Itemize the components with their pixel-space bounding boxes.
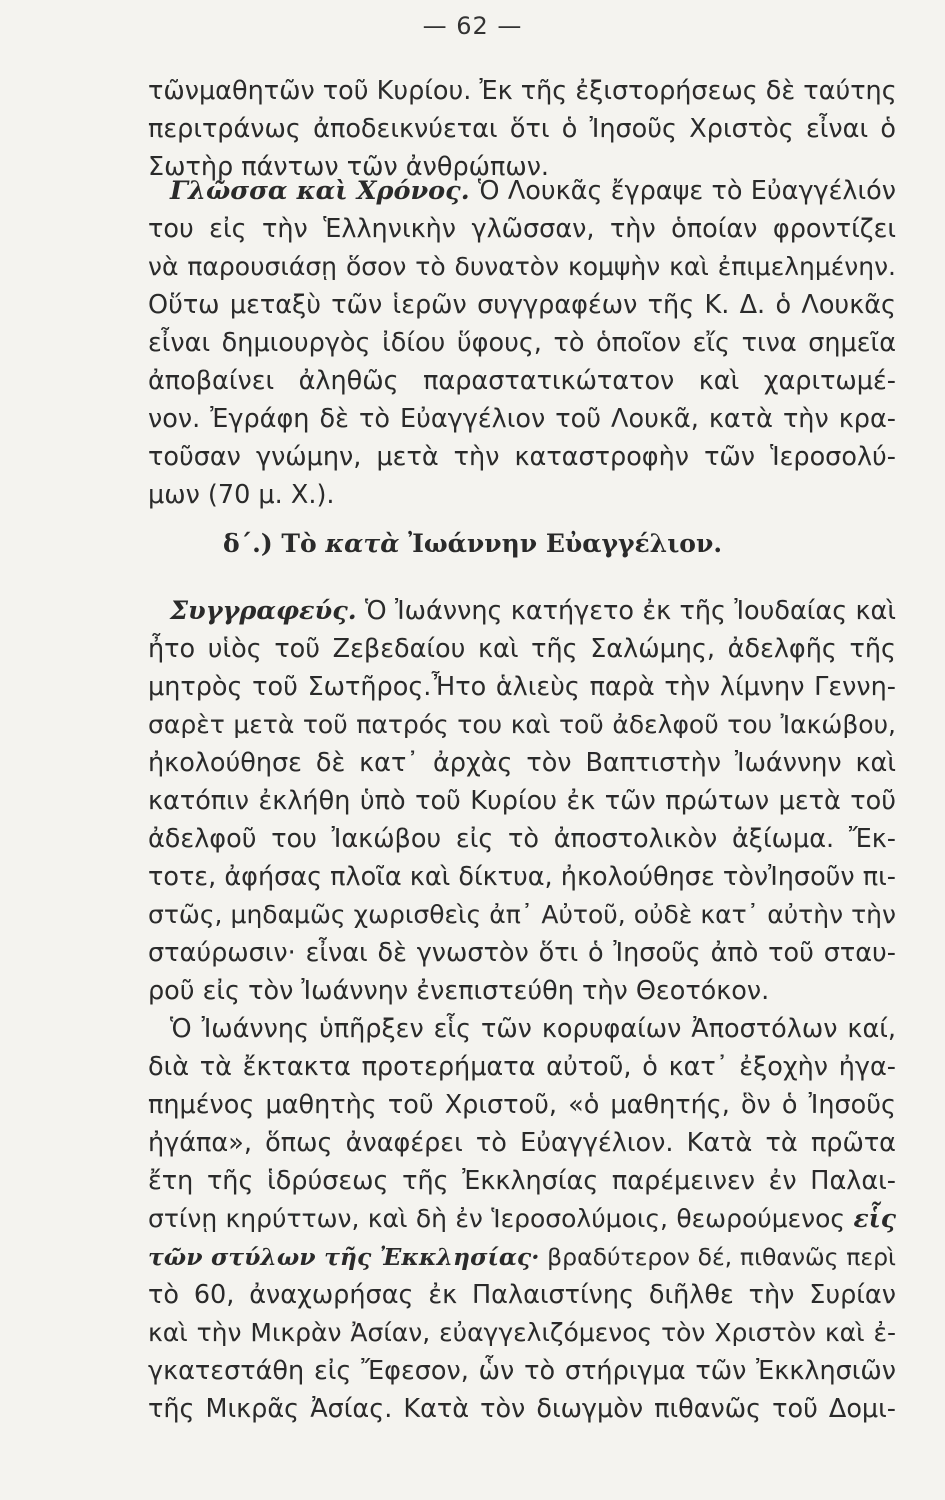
text-line: σταύρωσιν· εἶναι δὲ γνωστὸν ὅτι ὁ Ἰησοῦς ἀπὸ τοῦ σταυ- <box>148 938 896 968</box>
text-line: κατόπιν ἐκλήθη ὑπὸ τοῦ Κυρίου ἐκ τῶν πρώτων μετὰ τοῦ <box>148 786 896 816</box>
text-line: Ὁ Ἰωάννης ὑπῆρξεν εἷς τῶν κορυφαίων Ἀποστόλων καί, <box>170 1014 896 1044</box>
text-line: ἔτη τῆς ἱδρύσεως τῆς Ἐκκλησίας παρέμεινεν ἐν Παλαι- <box>148 1166 896 1196</box>
text-line: τῶνμαθητῶν τοῦ Κυρίου. Ἐκ τῆς ἐξιστορήσεως δὲ ταύτης <box>148 76 897 106</box>
emphasis-text: τῶν στύλων τῆς Ἐκκλησίας· <box>148 1243 540 1271</box>
section-title-word: Τὸ <box>281 529 317 558</box>
text-span: Ὁ Ἰωάννης κατήγετο ἐκ τῆς Ἰουδαίας καὶ <box>356 596 896 626</box>
section-number: δ΄.) <box>222 529 273 558</box>
text-line: ἀδελφοῦ του Ἰακώβου εἰς τὸ ἀποστολικὸν ἀξίωμα. Ἔκ- <box>148 824 896 854</box>
text-line: ἀποβαίνει ἀληθῶς παραστατικώτατον καὶ χαριτωμέ- <box>148 366 896 396</box>
subsection-title: Συγγραφεύς. <box>170 596 357 626</box>
text-line: τῆς Μικρᾶς Ἀσίας. Κατὰ τὸν διωγμὸν πιθανῶς τοῦ Δομι- <box>148 1394 896 1424</box>
text-line <box>170 172 896 210</box>
text-line: ροῦ εἰς τὸν Ἰωάννην ἐνεπιστεύθη τὴν Θεοτόκον. <box>148 976 770 1006</box>
section-title-word: κατὰ <box>325 529 400 558</box>
text-line <box>148 1238 896 1276</box>
text-line: σαρὲτ μετὰ τοῦ πατρός του καὶ τοῦ ἀδελφοῦ του Ἰακώβου, <box>148 710 896 739</box>
text-line: μητρὸς τοῦ Σωτῆρος.Ἦτο ἁλιεὺς παρὰ τὴν λίμνην Γεννη- <box>148 672 896 702</box>
emphasis-text: εἷς <box>853 1204 896 1233</box>
text-line: γκατεστάθη εἰς Ἔφεσον, ὧν τὸ στήριγμα τῶν Ἐκκλησιῶν <box>148 1356 896 1386</box>
section-title-word: Ἰωάννην Εὐαγγέλιον. <box>408 529 723 558</box>
text-line: ἠγάπα», ὅπως ἀναφέρει τὸ Εὐαγγέλιον. Κατὰ τὰ πρῶτα <box>148 1128 896 1158</box>
text-line: τοῦσαν γνώμην, μετὰ τὴν καταστροφὴν τῶν Ἱεροσολύ- <box>148 442 896 472</box>
text-span: βραδύτερον δέ, πιθανῶς περὶ <box>539 1243 896 1271</box>
text-span: στίνῃ κηρύττων, καὶ δὴ ἐν Ἱεροσολύμοις, θεωρούμενος <box>148 1204 854 1233</box>
text-line: νὰ παρουσιάσῃ ὅσον τὸ δυνατὸν κομψὴν καὶ ἐπιμελημένην. <box>148 252 896 281</box>
text-line: καὶ τὴν Μικρὰν Ἀσίαν, εὐαγγελιζόμενος τὸν Χριστὸν καὶ ἐ- <box>148 1318 896 1347</box>
text-line: εἶναι δημιουργὸς ἰδίου ὕφους, τὸ ὁποῖον εἴς τινα σημεῖα <box>148 328 896 358</box>
text-span: Ὁ Λουκᾶς ἔγραψε τὸ Εὐαγγέλιόν <box>469 176 896 206</box>
text-line: του εἰς τὴν Ἑλληνικὴν γλῶσσαν, τὴν ὁποίαν φροντίζει <box>148 214 896 244</box>
text-line: μων (70 μ. Χ.). <box>148 480 335 510</box>
text-line: πημένος μαθητὴς τοῦ Χριστοῦ, «ὁ μαθητής, ὃν ὁ Ἰησοῦς <box>148 1090 896 1120</box>
text-line: τοτε, ἀφήσας πλοῖα καὶ δίκτυα, ἠκολούθησε τὸνἸησοῦν πι- <box>148 862 896 892</box>
text-line: περιτράνως ἀποδεικνύεται ὅτι ὁ Ἰησοῦς Χριστὸς εἶναι ὁ <box>148 114 896 144</box>
section-heading <box>0 525 945 563</box>
text-line <box>148 1200 896 1238</box>
text-line: ἦτο υἱὸς τοῦ Ζεβεδαίου καὶ τῆς Σαλώμης, ἀδελφῆς τῆς <box>148 634 896 664</box>
text-line: ἠκολούθησε δὲ κατ᾽ ἀρχὰς τὸν Βαπτιστὴν Ἰωάννην καὶ <box>148 748 896 778</box>
text-line: διὰ τὰ ἔκτακτα προτερήματα αὐτοῦ, ὁ κατ᾽ ἐξοχὴν ἠγα- <box>148 1052 896 1082</box>
subsection-title: Γλῶσσα καὶ Χρόνος. <box>170 176 470 206</box>
text-line: Οὕτω μεταξὺ τῶν ἱερῶν συγγραφέων τῆς Κ. Δ. ὁ Λουκᾶς <box>148 290 896 320</box>
text-line: Σωτὴρ πάντων τῶν ἀνθρώπων. <box>148 152 550 182</box>
text-line: νον. Ἐγράφη δὲ τὸ Εὐαγγέλιον τοῦ Λουκᾶ, κατὰ τὴν κρα- <box>148 404 896 434</box>
text-line: τὸ 60, ἀναχωρήσας ἐκ Παλαιστίνης διῆλθε τὴν Συρίαν <box>148 1280 896 1310</box>
page-number: — 62 — <box>422 12 523 40</box>
text-line <box>170 592 896 630</box>
text-line: στῶς, μηδαμῶς χωρισθεὶς ἀπ᾽ Αὐτοῦ, οὐδὲ κατ᾽ αὐτὴν τὴν <box>148 900 896 929</box>
